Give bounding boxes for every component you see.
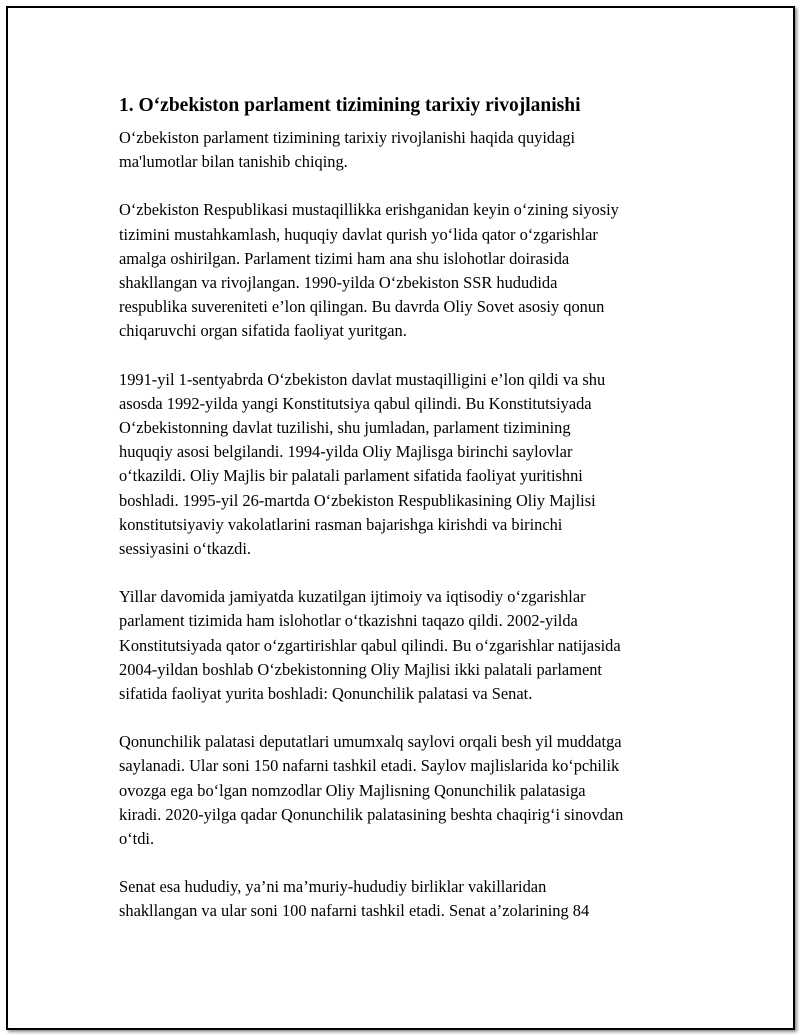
text-line: 1991-yil 1-sentyabrda O‘zbekiston davlat mustaqilligini e’lon qildi va shu bbox=[119, 369, 606, 389]
text-line: huquqiy asosi belgilandi. 1994-yilda Oliy Majlisga birinchi saylovlar bbox=[119, 442, 573, 462]
text-line: o‘tkazildi. Oliy Majlis bir palatali parlament sifatida faoliyat yuritishni bbox=[119, 466, 583, 486]
text-line: amalga oshirilgan. Parlament tizimi ham ana shu islohotlar doirasida bbox=[119, 248, 570, 268]
paragraph-senate bbox=[119, 875, 679, 923]
document-page bbox=[6, 6, 795, 1030]
text-line: saylanadi. Ular soni 150 nafarni tashkil etadi. Saylov majlislarida ko‘pchilik bbox=[119, 756, 620, 776]
paragraph-legislative-chamber bbox=[119, 730, 679, 851]
text-line: O‘zbekistonning davlat tuzilishi, shu jumladan, parlament tizimining bbox=[119, 418, 571, 438]
text-line: konstitutsiyaviy vakolatlarini rasman bajarishga kirishdi va birinchi bbox=[119, 514, 563, 534]
text-line: ovozga ega bo‘lgan nomzodlar Oliy Majlisning Qonunchilik palatasiga bbox=[119, 780, 586, 800]
paragraph-constitution-1992 bbox=[119, 368, 679, 562]
text-line: ma'lumotlar bilan tanishib chiqing. bbox=[119, 152, 348, 172]
text-line: sessiyasini o‘tkazdi. bbox=[119, 539, 252, 559]
text-line: chiqaruvchi organ sifatida faoliyat yuritgan. bbox=[119, 321, 407, 341]
text-line: tizimini mustahkamlash, huquqiy davlat qurish yo‘lida qator o‘zgarishlar bbox=[119, 224, 598, 244]
paragraph-bicameral-reform bbox=[119, 585, 679, 706]
text-line: Konstitutsiyada qator o‘zgartirishlar qabul qilindi. Bu o‘zgarishlar natijasida bbox=[119, 635, 621, 655]
paragraph-intro bbox=[119, 126, 679, 174]
text-line: asosda 1992-yilda yangi Konstitutsiya qabul qilindi. Bu Konstitutsiyada bbox=[119, 393, 592, 413]
text-line: boshladi. 1995-yil 26-martda O‘zbekiston Respublikasining Oliy Majlisi bbox=[119, 490, 596, 510]
text-line: parlament tizimida ham islohotlar o‘tkazishni taqazo qildi. 2002-yilda bbox=[119, 611, 578, 631]
text-line: Senat esa hududiy, ya’ni ma’muriy-hududiy birliklar vakillaridan bbox=[119, 877, 547, 897]
text-line: respublika suvereniteti e’lon qilingan. Bu davrda Oliy Sovet asosiy qonun bbox=[119, 297, 605, 317]
text-line: 2004-yildan boshlab O‘zbekistonning Oliy Majlisi ikki palatali parlament bbox=[119, 659, 602, 679]
section-title: 1. O‘zbekiston parlament tizimining tarixiy rivojlanishi bbox=[119, 95, 581, 116]
text-line: O‘zbekiston Respublikasi mustaqillikka erishganidan keyin o‘zining siyosiy bbox=[119, 200, 619, 220]
text-line: Qonunchilik palatasi deputatlari umumxalq saylovi orqali besh yil muddatga bbox=[119, 732, 622, 752]
text-line: Yillar davomida jamiyatda kuzatilgan ijtimoiy va iqtisodiy o‘zgarishlar bbox=[119, 587, 586, 607]
text-line: shakllangan va rivojlangan. 1990-yilda O‘zbekiston SSR hududida bbox=[119, 273, 558, 293]
text-line: sifatida faoliyat yurita boshladi: Qonunchilik palatasi va Senat. bbox=[119, 684, 533, 704]
text-line: shakllangan va ular soni 100 nafarni tashkil etadi. Senat a’zolarining 84 bbox=[119, 901, 590, 921]
document-body bbox=[119, 94, 679, 948]
text-line: O‘zbekiston parlament tizimining tarixiy rivojlanishi haqida quyidagi bbox=[119, 128, 576, 147]
text-line: o‘tdi. bbox=[119, 829, 155, 849]
text-line: kiradi. 2020-yilga qadar Qonunchilik palatasining beshta chaqirig‘i sinovdan bbox=[119, 804, 624, 824]
paragraph-independence-reforms bbox=[119, 198, 679, 343]
